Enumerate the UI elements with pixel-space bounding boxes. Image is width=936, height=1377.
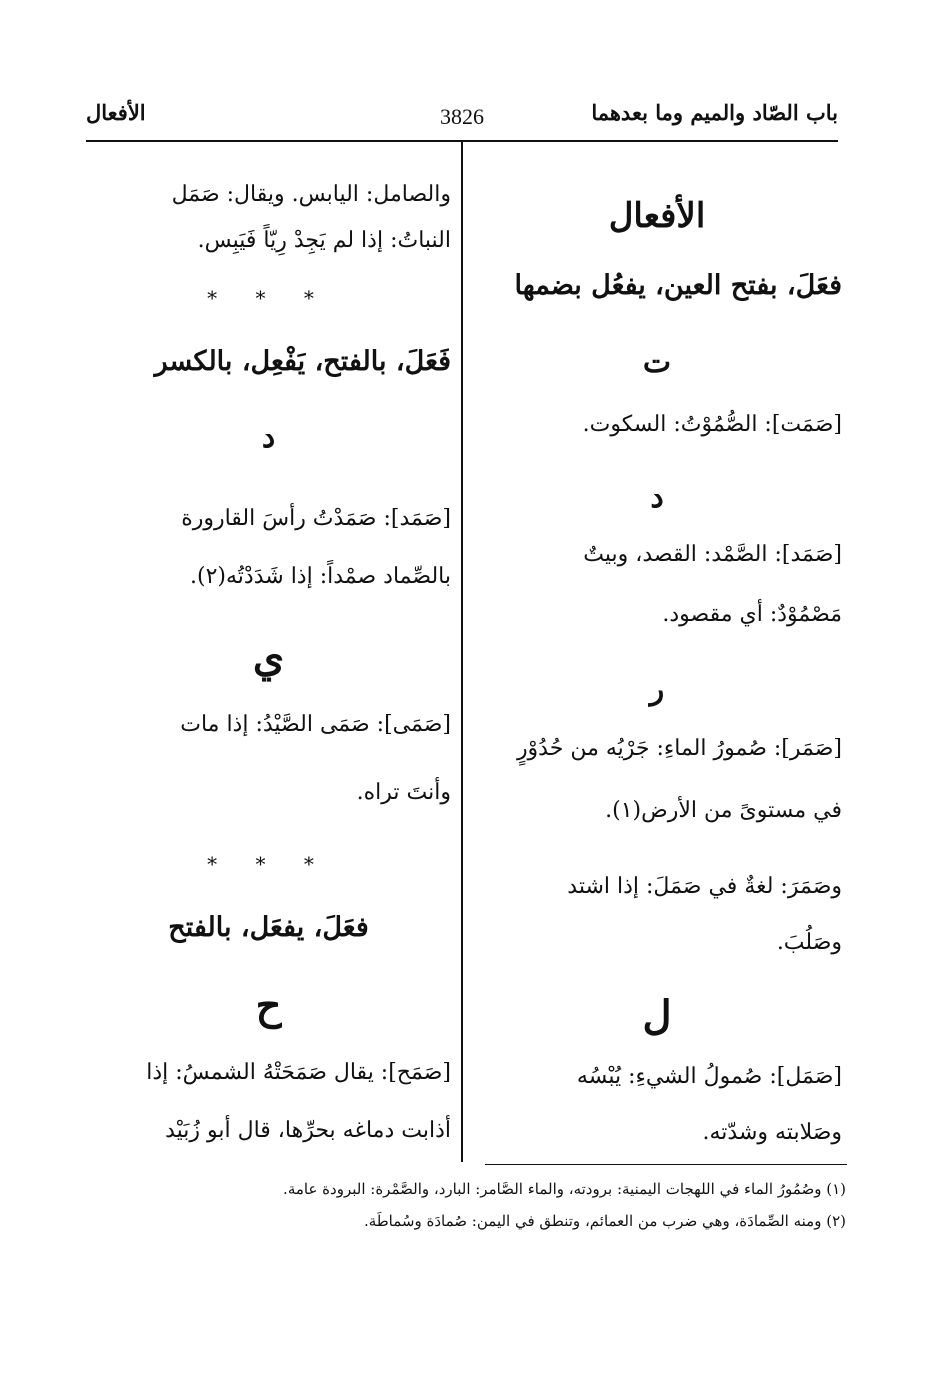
entry-line: [صَمَد]: الصَّمْد: القصد، وبيتٌ [583,542,842,567]
entry-line: والصامل: اليابس. ويقال: صَمَل [171,182,451,207]
entry-line: مَصْمُوْدٌ: أي مقصود. [662,602,842,627]
entry-line: بالصِّماد صمْداً: إذا شَدَدْتُه(٢). [190,564,451,589]
letter-heading-l: ل [642,992,672,1039]
section-heading: فَعَلَ، بالفتح، يَفْعِل، بالكسر [154,346,451,377]
page-number: 3826 [440,104,484,129]
entry-line: وصَلابته وشدّته. [702,1120,842,1145]
entry-line: أذابت دماغه بحرِّها، قال أبو زُبَيْد [165,1118,451,1143]
entry-line: النباتُ: إذا لم يَجِدْ رِيّاً فَيَبِس. [197,228,451,253]
entry-line: [صَمَل]: صُمولُ الشيءِ: يُبْسُه [576,1064,842,1089]
letter-heading-t: ت [642,345,672,380]
running-header-chapter: باب الصّاد والميم وما بعدهما [591,100,838,125]
footnote-2: (٢) ومنه الصِّمادَة، وهي ضرب من العمائم، وتنطق في اليمن: صُمادَة وسُماطَة. [363,1212,846,1230]
column-divider [461,142,463,1162]
letter-heading-d: د [261,420,276,455]
entry-line: [صَمَت]: الصُّمُوْتُ: السكوت. [582,412,842,437]
entry-line: [صَمَح]: يقال صَمَحَتْهُ الشمسُ: إذا [146,1060,451,1085]
section-separator: * * * [207,286,330,310]
letter-heading-r: ر [649,672,665,707]
entry-line: وصَمَرَ: لغةٌ في صَمَلَ: إذا اشتد [567,874,842,899]
letter-heading-h: ح [255,982,282,1029]
entry-line: [صَمَد]: صَمَدْتُ رأسَ القارورة [181,506,451,531]
running-header-section: الأفعال [86,100,146,125]
entry-line: [صَمَر]: صُمورُ الماءِ: جَرْيُه من حُدُوْرٍ [516,736,842,761]
section-heading: فعَلَ، بفتح العين، يفعُل بضمها [514,270,842,301]
column-title: الأفعال [608,196,706,236]
footnote-1: (١) وصُمُورُ الماء في اللهجات اليمنية: برودته، والماء الصَّامر: البارد، والصَّمْرة: البرودة عامة. [283,1180,846,1198]
letter-heading-y: ي [252,634,285,681]
letter-heading-d: د [650,480,664,515]
entry-line: وصَلُبَ. [776,930,842,955]
section-heading: فعَلَ، يفعَل، بالفتح [168,912,369,943]
entry-line: وأنتَ تراه. [356,780,451,805]
section-separator: * * * [207,852,330,876]
footnote-rule [485,1164,847,1165]
entry-line: في مستوىً من الأرض(١). [605,798,842,823]
entry-line: [صَمَى]: صَمَى الصَّيْدُ: إذا مات [180,712,451,737]
